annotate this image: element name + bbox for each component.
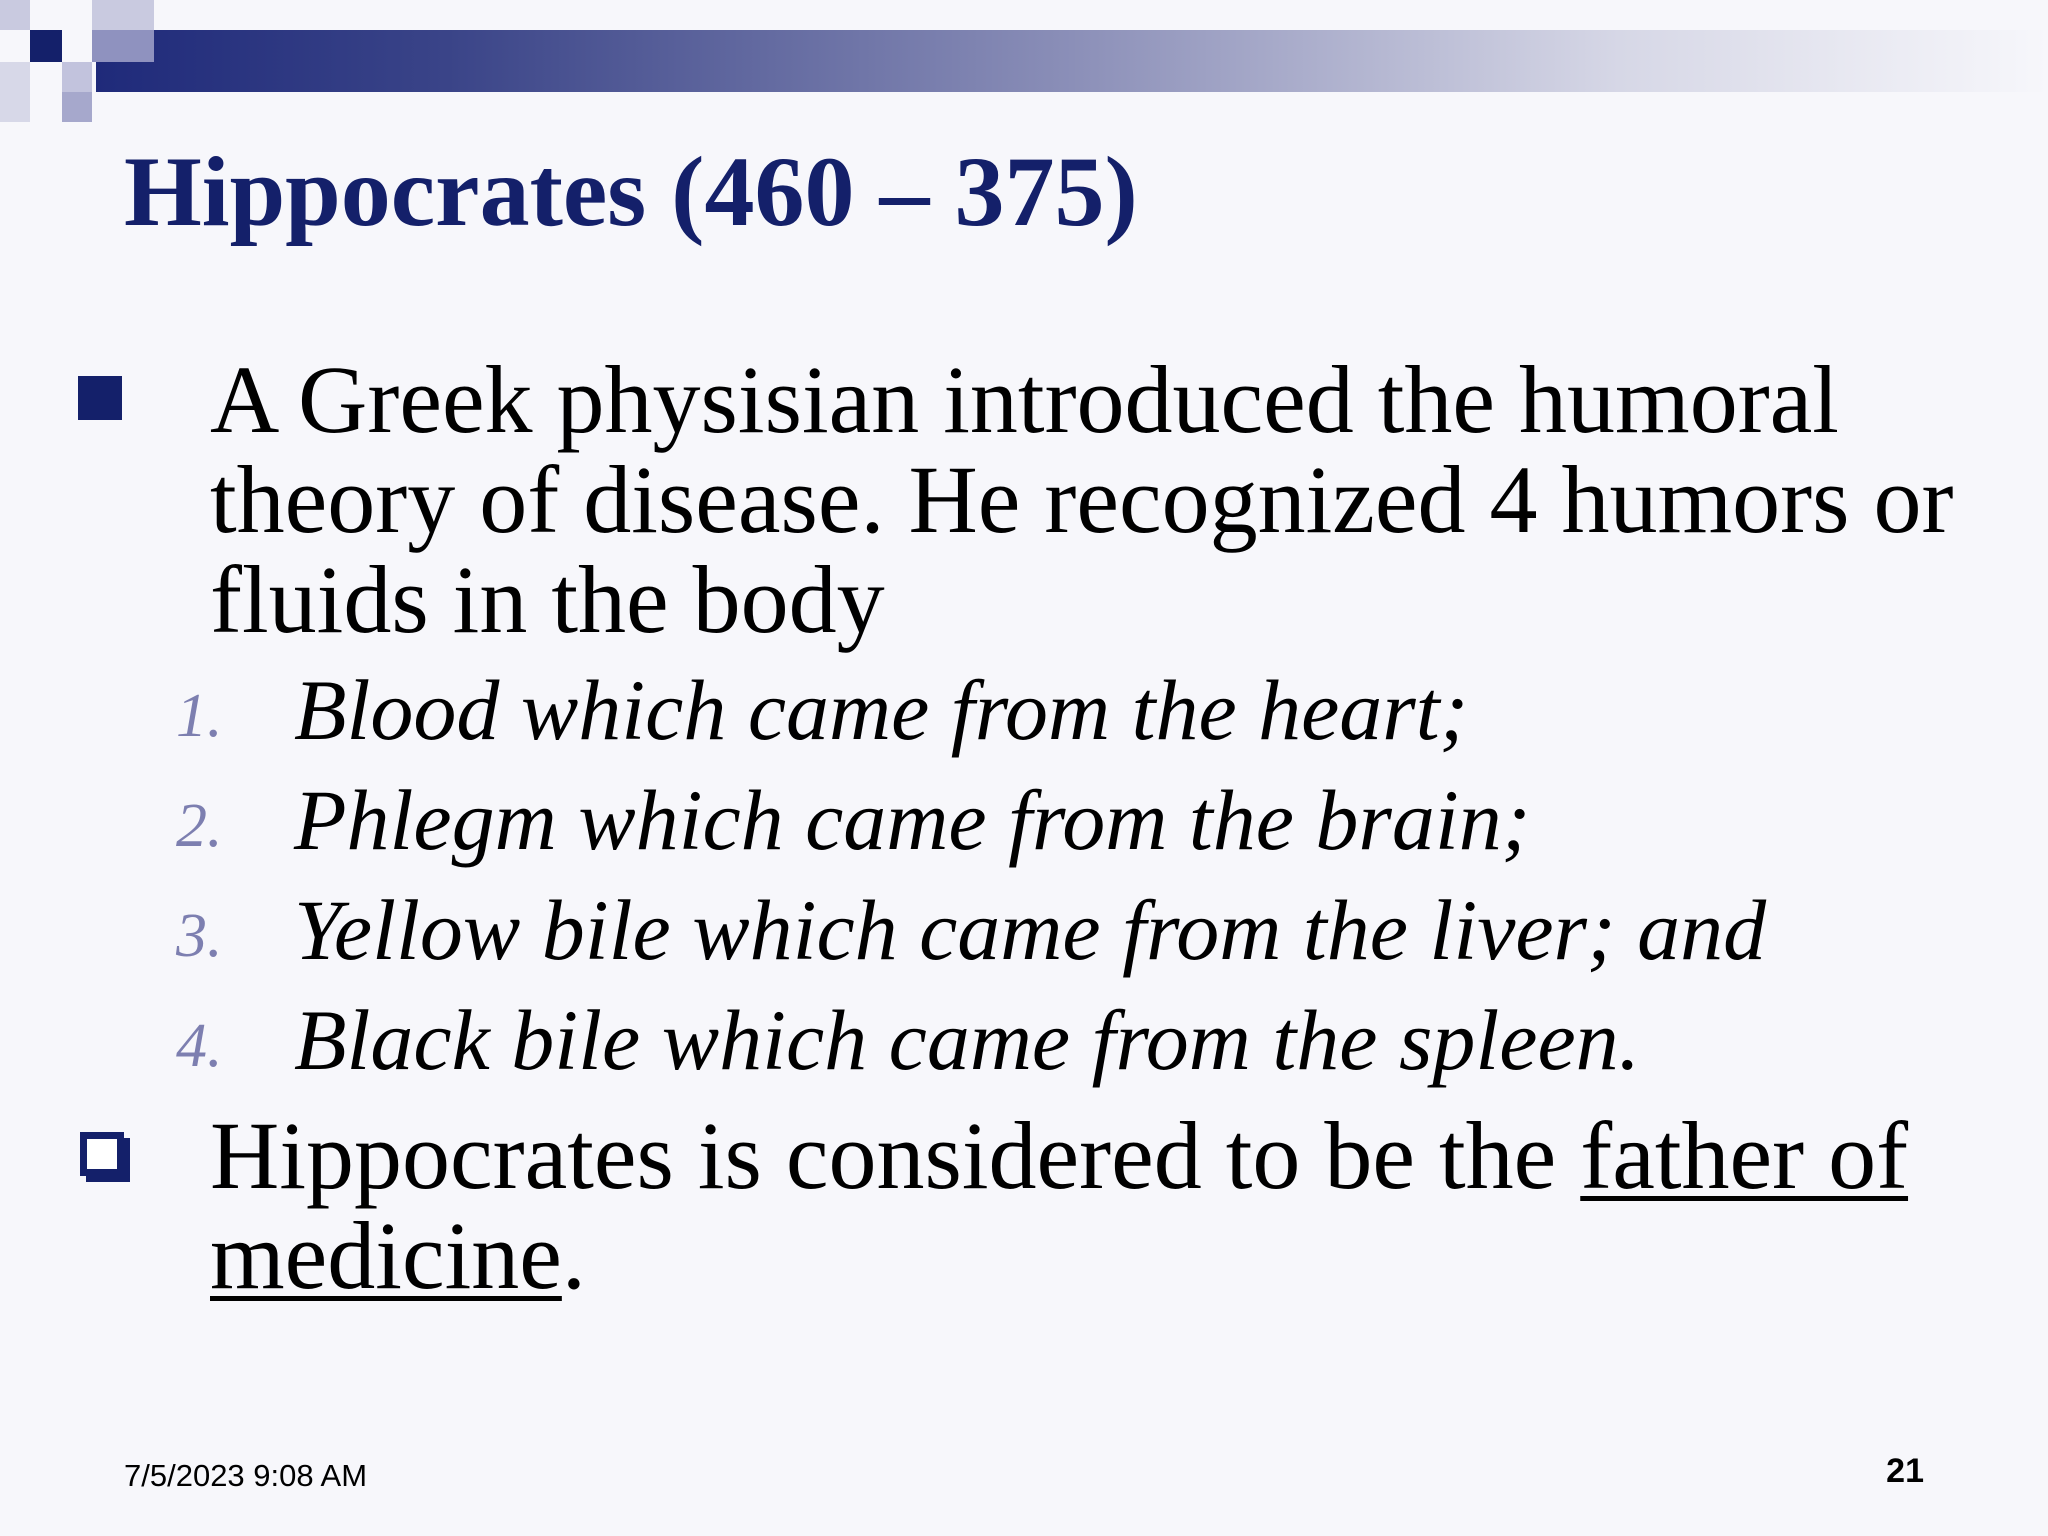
corner-square-mid-3: [62, 62, 92, 92]
list-item-phlegm: Phlegm which came from the brain;: [294, 772, 1531, 868]
corner-square-dark: [30, 30, 62, 62]
list-number: 1.: [176, 682, 223, 750]
footer-date: 7/5/2023 9:08 AM: [124, 1458, 368, 1493]
slide-number: 21: [1886, 1452, 1924, 1490]
filled-square-bullet-icon: [78, 376, 122, 420]
corner-square-light-2: [92, 0, 154, 30]
list-item-yellow-bile: Yellow bile which came from the liver; and: [294, 882, 1767, 978]
bullet-text-father-of-medicine: [210, 1102, 2010, 1309]
list-item-blood: Blood which came from the heart;: [294, 662, 1469, 758]
list-number: 4.: [176, 1012, 223, 1080]
slide-title: Hippocrates (460 – 375): [124, 136, 1138, 247]
corner-square-mid-2: [62, 92, 92, 122]
list-item-black-bile: Black bile which came from the spleen.: [294, 992, 1641, 1088]
list-number: 2.: [176, 792, 223, 860]
hollow-square-bullet-icon: [80, 1132, 124, 1176]
list-number: 3.: [176, 902, 223, 970]
corner-square-light-1: [0, 0, 30, 30]
father-suffix-text: .: [561, 1202, 586, 1309]
corner-square-light-3: [0, 62, 30, 122]
header-gradient-bar: [96, 30, 2048, 92]
bullet-text-humoral-theory: A Greek physisian introduced the humoral theory of disease. He recognized 4 humors or fluids in the body: [210, 346, 1954, 653]
father-of-medicine-underlined: father of medicine: [210, 1102, 1909, 1309]
corner-square-mid-1: [92, 30, 154, 62]
father-prefix-text: Hippocrates is considered to be the: [210, 1102, 1581, 1209]
